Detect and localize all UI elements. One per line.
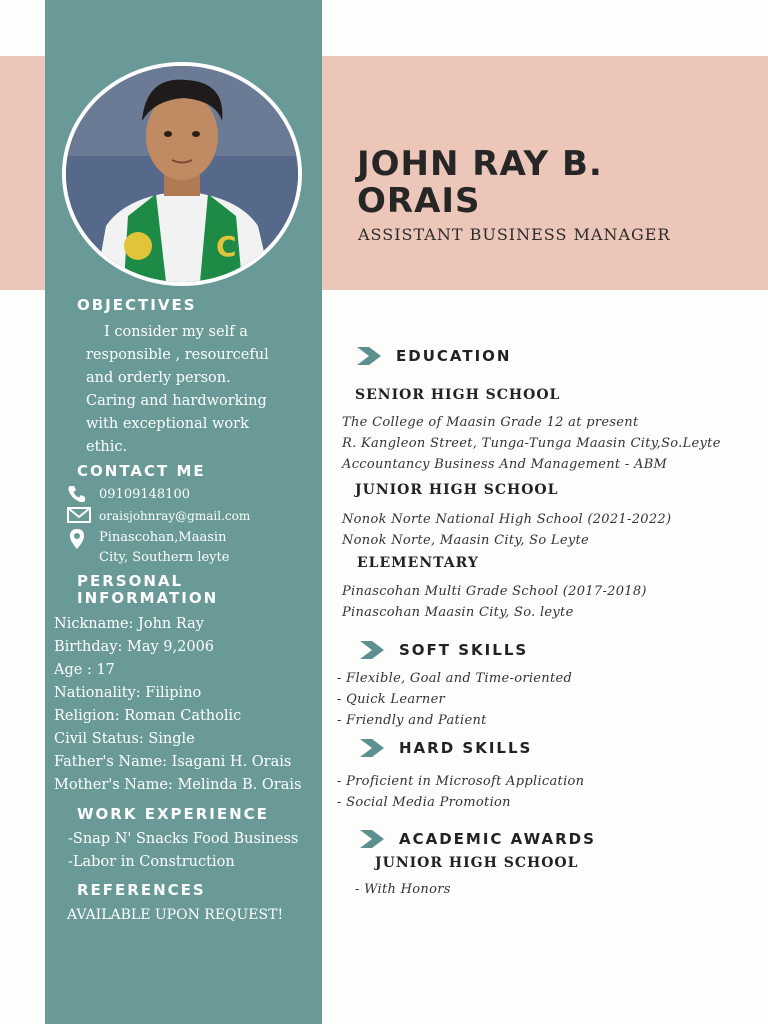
work-experience-heading: WORK EXPERIENCE xyxy=(77,805,269,823)
education-line: Pinascohan Multi Grade School (2017-2018) xyxy=(342,584,647,599)
awards-junior-high-heading: JUNIOR HIGH SCHOOL xyxy=(375,855,579,871)
chevron-right-icon xyxy=(360,739,384,757)
chevron-right-icon xyxy=(357,347,381,365)
senior-high-details xyxy=(342,412,721,475)
personal-info-list xyxy=(54,613,301,797)
skill-item: - Quick Learner xyxy=(337,692,446,707)
education-heading xyxy=(357,347,511,365)
personal-info-line: Mother's Name: Melinda B. Orais xyxy=(54,777,302,793)
work-experience-list xyxy=(68,828,298,874)
contact-address xyxy=(99,528,229,568)
personal-info-line: Father's Name: Isagani H. Orais xyxy=(54,754,292,770)
location-pin-icon xyxy=(67,528,89,557)
references-heading: REFERENCES xyxy=(77,881,206,899)
personal-info-line: Birthday: May 9,2006 xyxy=(54,639,215,655)
contact-phone: 09109148100 xyxy=(99,487,190,502)
address-line-2: City, Southern leyte xyxy=(99,550,230,565)
personal-info-line: Civil Status: Single xyxy=(54,731,195,747)
work-experience-item: -Snap N' Snacks Food Business xyxy=(68,831,299,847)
objectives-line: Caring and hardworking xyxy=(86,393,267,409)
skill-item: - Flexible, Goal and Time-oriented xyxy=(337,671,573,686)
soft-skills-heading-label: SOFT SKILLS xyxy=(399,641,529,659)
profile-photo-illustration xyxy=(66,66,298,282)
hard-skills-heading-label: HARD SKILLS xyxy=(399,739,533,757)
objectives-line: I consider my self a xyxy=(104,324,248,340)
objectives-text xyxy=(86,321,269,459)
senior-high-heading: SENIOR HIGH SCHOOL xyxy=(355,387,561,403)
name-line-1: JOHN RAY B. xyxy=(357,144,603,184)
education-line: Nonok Norte, Maasin City, So Leyte xyxy=(342,533,590,548)
personal-heading-line-2: INFORMATION xyxy=(77,589,219,607)
personal-heading-line-1: PERSONAL xyxy=(77,572,184,590)
skill-item: - Friendly and Patient xyxy=(337,713,487,728)
skill-item: - Social Media Promotion xyxy=(337,795,511,810)
hard-skills-list xyxy=(337,771,584,813)
education-line: The College of Maasin Grade 12 at present xyxy=(342,415,639,430)
objectives-line: with exceptional work xyxy=(86,416,249,432)
objectives-line: and orderly person. xyxy=(86,370,231,386)
elementary-details xyxy=(342,581,647,623)
junior-high-details xyxy=(342,509,671,551)
academic-awards-heading xyxy=(360,830,596,848)
personal-info-line: Religion: Roman Catholic xyxy=(54,708,242,724)
chevron-right-icon xyxy=(360,830,384,848)
contact-email: oraisjohnray@gmail.com xyxy=(99,509,251,523)
education-line: Pinascohan Maasin City, So. leyte xyxy=(342,605,574,620)
soft-skills-heading xyxy=(360,641,528,659)
elementary-heading: ELEMENTARY xyxy=(357,555,479,571)
education-heading-label: EDUCATION xyxy=(396,347,512,365)
job-title: ASSISTANT BUSINESS MANAGER xyxy=(358,225,671,244)
award-item: - With Honors xyxy=(355,882,451,897)
junior-high-heading: JUNIOR HIGH SCHOOL xyxy=(355,482,559,498)
personal-info-line: Nationality: Filipino xyxy=(54,685,202,701)
mail-icon xyxy=(67,506,89,530)
contact-heading: CONTACT ME xyxy=(77,462,206,480)
personal-info-line: Nickname: John Ray xyxy=(54,616,204,632)
references-text: AVAILABLE UPON REQUEST! xyxy=(67,907,284,923)
objectives-line: responsible , resourceful xyxy=(86,347,269,363)
skill-item: - Proficient in Microsoft Application xyxy=(337,774,585,789)
chevron-right-icon xyxy=(360,641,384,659)
hard-skills-heading xyxy=(360,739,532,757)
contact-email-row xyxy=(67,506,250,530)
profile-photo xyxy=(62,62,302,286)
academic-awards-heading-label: ACADEMIC AWARDS xyxy=(399,830,596,848)
full-name xyxy=(357,146,603,220)
education-line: Nonok Norte National High School (2021-2022) xyxy=(342,512,672,527)
name-line-2: ORAIS xyxy=(357,181,481,221)
contact-address-row xyxy=(67,528,229,568)
objectives-line: ethic. xyxy=(86,439,128,455)
education-line: Accountancy Business And Management - ABM xyxy=(342,457,668,472)
address-line-1: Pinascohan,Maasin xyxy=(99,530,227,545)
education-line: R. Kangleon Street, Tunga-Tunga Maasin City,So.Leyte xyxy=(342,436,721,451)
personal-info-heading xyxy=(77,573,218,607)
personal-info-line: Age : 17 xyxy=(54,662,115,678)
svg-text:C: C xyxy=(216,230,237,263)
awards-list xyxy=(355,879,451,900)
objectives-heading: OBJECTIVES xyxy=(77,296,197,314)
soft-skills-list xyxy=(337,668,572,731)
work-experience-item: -Labor in Construction xyxy=(68,854,235,870)
